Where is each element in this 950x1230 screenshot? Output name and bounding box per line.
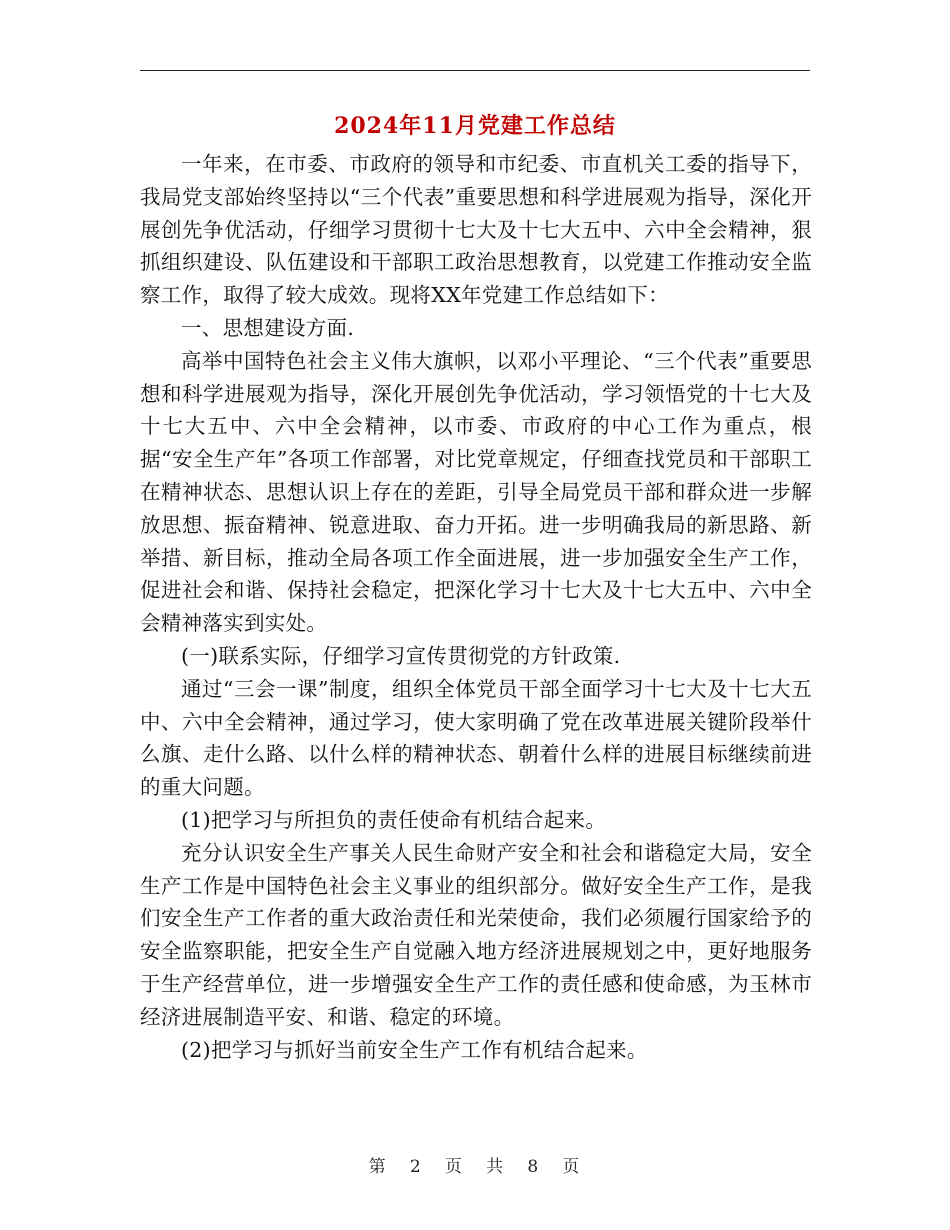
document-body — [140, 148, 812, 1066]
footer-total-pages: 8 — [527, 1157, 541, 1177]
footer-label-page: 第 — [368, 1157, 388, 1177]
subheading-current-work: (2)把学习与抓好当前安全生产工作有机结合起来。 — [181, 1037, 648, 1062]
footer-label-total: 共 — [486, 1157, 506, 1177]
footer-label-page-unit: 页 — [444, 1157, 464, 1177]
paragraph-intro: 一年来，在市委、市政府的领导和市纪委、市直机关工委的指导下，我局党支部始终坚持以“三个代表”重要思想和科学进展观为指导，深化开展创先争优活动，仔细学习贯彻十七大及十七大五中、六中全会精神，狠抓组织建设、队伍建设和干部职工政治思想教育，以党建工作推动安全监察工作，取得了较大成效。现将XX年党建工作总结如下： — [140, 152, 812, 308]
document-title: 2024年11月党建工作总结 — [334, 113, 616, 139]
page-number-footer — [0, 1152, 950, 1177]
subheading-policy-study: (一)联系实际，仔细学习宣传贯彻党的方针政策. — [181, 643, 621, 668]
heading-ideology: 一、思想建设方面. — [181, 315, 355, 340]
header-rule — [140, 70, 810, 71]
paragraph-policy-study: 通过“三会一课”制度，组织全体党员干部全面学习十七大及十七大五中、六中全会精神，通过学习，使大家明确了党在改革进展关键阶段举什么旗、走什么路、以什么样的精神状态、朝着什么样的进展目标继续前进的重大问题。 — [140, 676, 812, 800]
subheading-responsibility: (1)把学习与所担负的责任使命有机结合起来。 — [181, 807, 607, 832]
paragraph-ideology: 高举中国特色社会主义伟大旗帜，以邓小平理论、“三个代表”重要思想和科学进展观为指导，深化开展创先争优活动，学习领悟党的十七大及十七大五中、六中全会精神，以市委、市政府的中心工作为重点，根据“安全生产年”各项工作部署，对比党章规定，仔细查找党员和干部职工在精神状态、思想认识上存在的差距，引导全局党员干部和群众进一步解放思想、振奋精神、锐意进取、奋力开拓。进一步明确我局的新思路、新举措、新目标，推动全局各项工作全面进展，进一步加强安全生产工作，促进社会和谐、保持社会稳定，把深化学习十七大及十七大五中、六中全会精神落实到实处。 — [140, 348, 812, 636]
footer-label-total-unit: 页 — [562, 1157, 582, 1177]
footer-current-page: 2 — [409, 1157, 423, 1177]
paragraph-responsibility: 充分认识安全生产事关人民生命财产安全和社会和谐稳定大局，安全生产工作是中国特色社会主义事业的组织部分。做好安全生产工作，是我们安全生产工作者的重大政治责任和光荣使命，我们必须履行国家给予的安全监察职能，把安全生产自觉融入地方经济进展规划之中，更好地服务于生产经营单位，进一步增强安全生产工作的责任感和使命感，为玉林市经济进展制造平安、和谐、稳定的环境。 — [140, 840, 812, 1029]
